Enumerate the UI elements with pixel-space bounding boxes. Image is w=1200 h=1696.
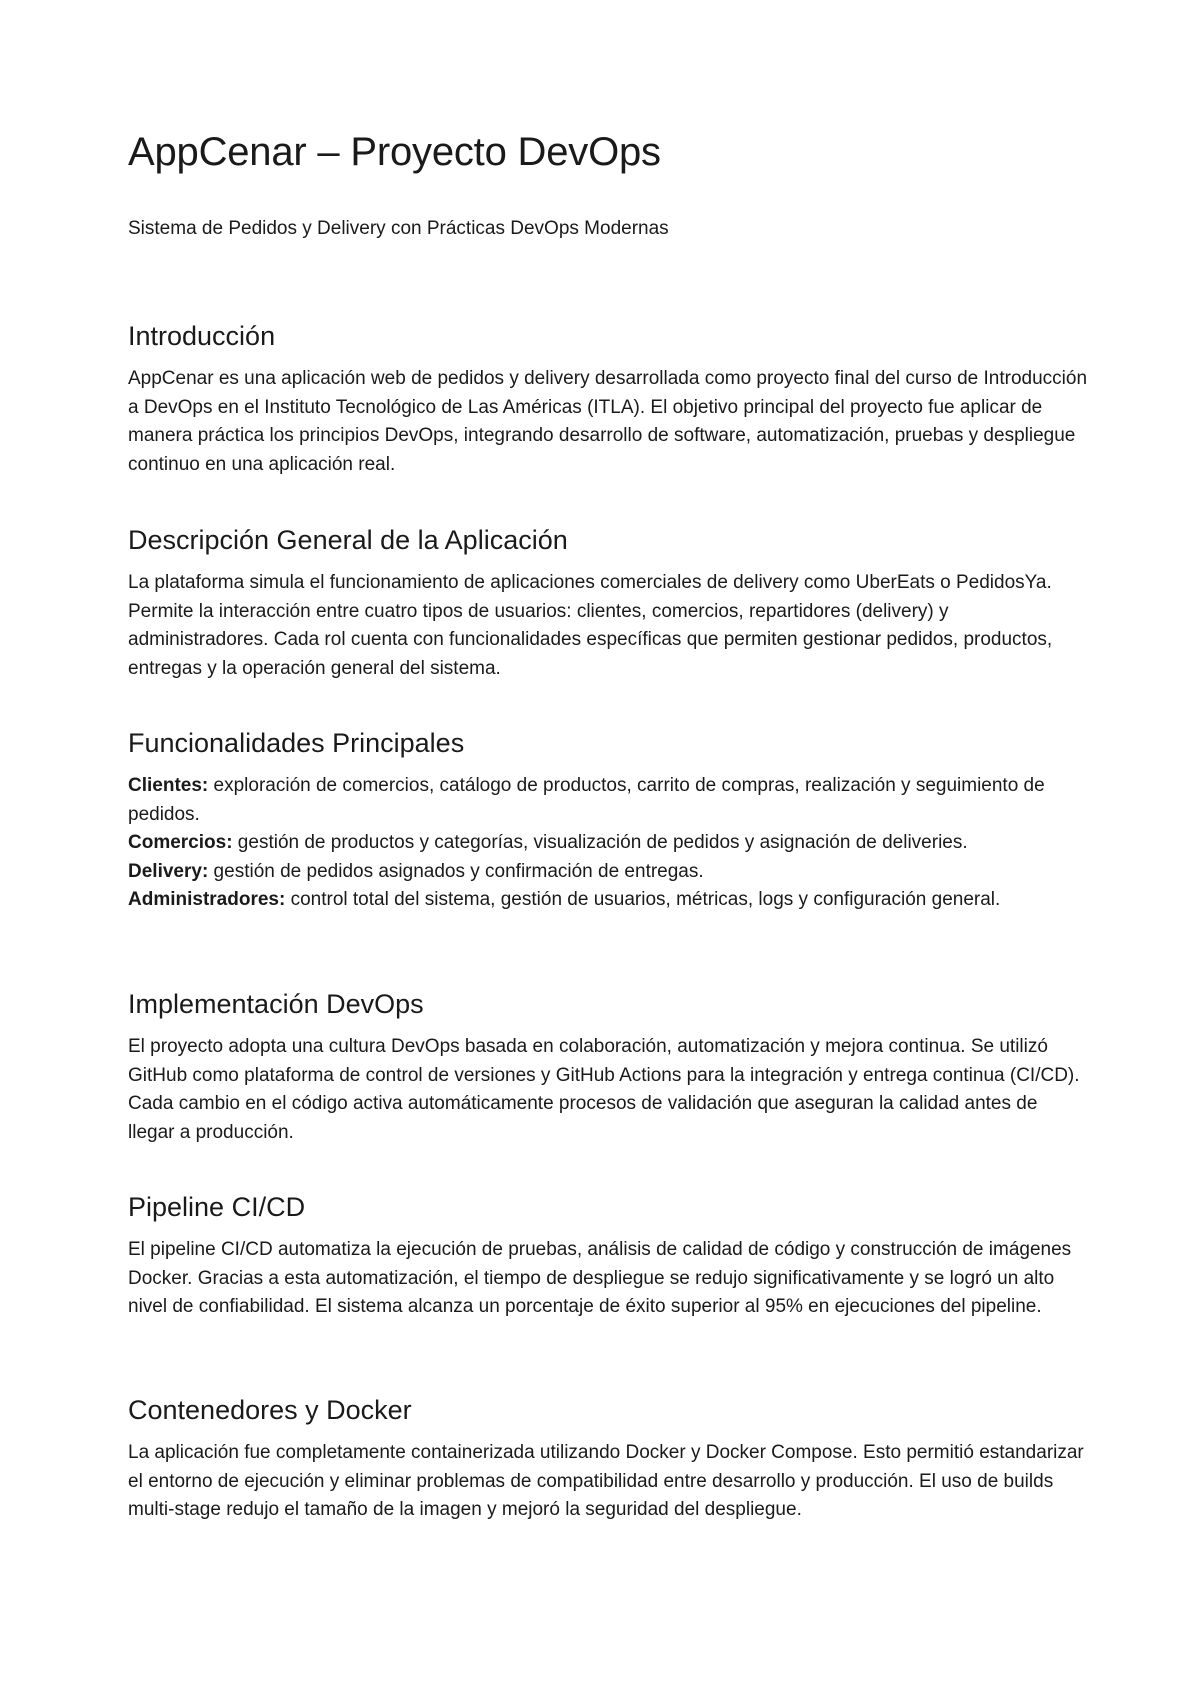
section-body: La aplicación fue completamente containerizada utilizando Docker y Docker Compose. Esto permitió estandarizar el entorno de ejecución y eliminar problemas de compatibilidad entre desarrollo y producción. El uso de builds multi-stage redujo el tamaño de la imagen y mejoró la seguridad del despliegue. (128, 1442, 1084, 1520)
section-implementacion (128, 986, 1088, 1147)
section-body: AppCenar es una aplicación web de pedidos y delivery desarrollada como proyecto final del curso de Introducción a DevOps en el Instituto Tecnológico de Las Américas (ITLA). El objetivo principal del proyecto fue aplicar de manera práctica los principios DevOps, integrando desarrollo de software, automatización, pruebas y despliegue continuo en una aplicación real. (128, 368, 1088, 475)
section-funcionalidades (128, 725, 1088, 915)
section-descripcion (128, 522, 1088, 683)
list-item (128, 829, 1088, 858)
feature-text: gestión de productos y categorías, visualización de pedidos y asignación de deliveries. (232, 832, 968, 853)
feature-label: Delivery: (128, 860, 209, 882)
section-heading: Implementación DevOps (128, 989, 424, 1019)
feature-text: control total del sistema, gestión de usuarios, métricas, logs y configuración general. (285, 889, 1001, 910)
section-introduccion (128, 318, 1088, 479)
feature-label: Clientes: (128, 775, 209, 796)
feature-list (128, 772, 1088, 915)
section-pipeline (128, 1189, 1088, 1322)
section-heading: Pipeline CI/CD (128, 1192, 306, 1222)
feature-label: Comercios: (128, 832, 233, 853)
section-body: La plataforma simula el funcionamiento de aplicaciones comerciales de delivery como UberEats o PedidosYa. Permite la interacción entre cuatro tipos de usuarios: clientes, comercios, repartidores (delivery) y administradores. Cada rol cuenta con funcionalidades específicas que permiten gestionar pedidos, productos, entregas y la operación general del sistema. (128, 572, 1053, 679)
document-subtitle: Sistema de Pedidos y Delivery con Prácticas DevOps Modernas (128, 218, 669, 239)
feature-text: exploración de comercios, catálogo de productos, carrito de compras, realización y seguimiento de pedidos. (128, 775, 1045, 825)
document-title: AppCenar – Proyecto DevOps (128, 130, 661, 174)
section-body: El pipeline CI/CD automatiza la ejecución de pruebas, análisis de calidad de código y construcción de imágenes Docker. Gracias a esta automatización, el tiempo de despliegue se redujo significativamente y se logró un alto nivel de confiabilidad. El sistema alcanza un porcentaje de éxito superior al 95% en ejecuciones del pipeline. (128, 1239, 1072, 1317)
section-heading: Descripción General de la Aplicación (128, 525, 568, 555)
list-item (128, 858, 1088, 887)
list-item (128, 886, 1088, 915)
feature-text: gestión de pedidos asignados y confirmación de entregas. (208, 860, 704, 882)
section-contenedores (128, 1392, 1088, 1525)
list-item (128, 772, 1088, 829)
section-heading: Introducción (128, 321, 276, 351)
section-heading: Contenedores y Docker (128, 1395, 412, 1425)
section-body: El proyecto adopta una cultura DevOps basada en colaboración, automatización y mejora continua. Se utilizó GitHub como plataforma de control de versiones y GitHub Actions para la integración y entrega continua (CI/CD). Cada cambio en el código activa automáticamente procesos de validación que aseguran la calidad antes de llegar a producción. (128, 1036, 1080, 1143)
feature-label: Administradores: (128, 889, 286, 910)
section-heading: Funcionalidades Principales (128, 728, 465, 758)
